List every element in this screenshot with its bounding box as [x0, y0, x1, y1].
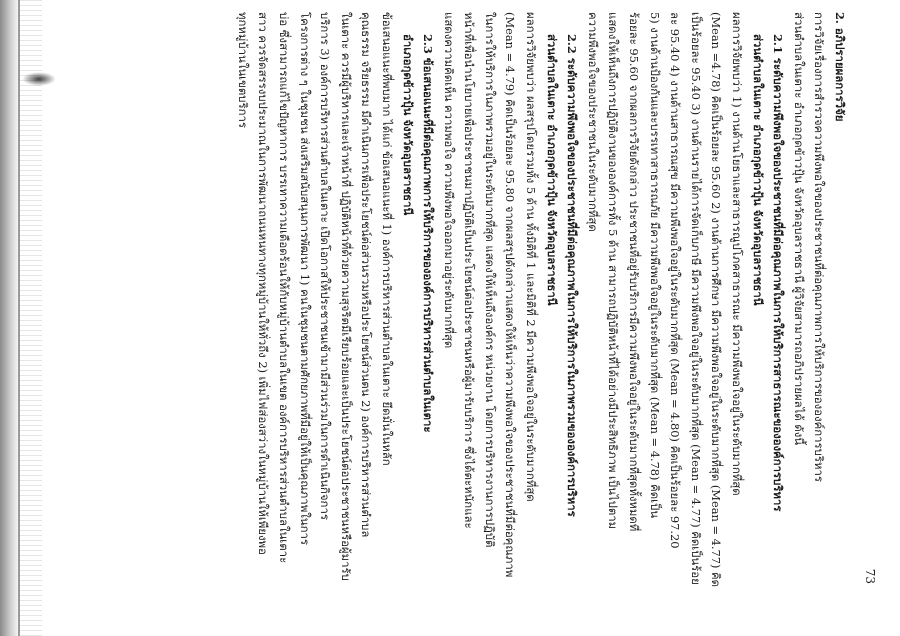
- text-line: หน้าที่เพื่อนำนโยบายเพื่อประชาชนมาปฏิบัติเป็นประโยชน์ต่อประชาชนหรือผู้มารับบริการ ซึ่งได้ตะหนักและ: [462, 12, 477, 529]
- text-line: บ่อ ซึ่งสามารถแก้ไขปัญหาการ บรรเทาความเดือดร้อนให้กับหมู่บ้านตำบลในเขต องค์การบริหารส่วนตำบลในเตาะ: [276, 12, 291, 564]
- subsection-heading: อำเภอกุดข้าวปุ้น จังหวัดอุบลราชธานี: [400, 34, 415, 216]
- text-line: เป็นร้อยละ 95.40 3) งานด้านรายได้การจัดเก็บภาษี มีความพึงพอใจอยู่ในระดับมากที่สุด (Mean = 4.77) คิดเป็นร้อย: [688, 12, 703, 585]
- text-line: 5) งานด้านป้องกันและบรรเทาสาธารณภัย มีความพึงพอใจอยู่ในระดับมากที่สุด (Mean = 4.78) คิดเป็น: [647, 12, 662, 519]
- text-line: โครงการต่าง ๆ ในชุมชน ส่งเสริมสนับสนุนการพัฒนา 1) คนในชุมชนตามศักยภาพที่มีอยู่ให้เป็นคุณภาพในการ: [297, 12, 312, 545]
- subsection-heading: 2.3 ข้อเสนอแนะที่มีต่อคุณภาพการให้บริการขององค์การบริหารส่วนตำบลในเตาะ: [421, 34, 436, 433]
- page-body: [232, 12, 850, 612]
- text-line: (Mean = 4.79) คิดเป็นร้อยละ 95.80 จากผลสรุปดังกล่าวแสดงให้เห็นว่าความพึงพอใจของประชาชนที่มีต่อคุณภาพ: [503, 12, 518, 578]
- subsection-heading: 2.2 ระดับความพึงพอใจของประชาชนที่มีต่อคุณภาพในการให้บริการในภาพรวมขององค์การบริหาร: [565, 34, 580, 517]
- text-line: สาว ควรจัดสรรงบประมาณในการพัฒนาถนนหนทางทุกหมู่บ้านให้ทั่วถึง 2) เพิ่มไฟส่องสว่างในหมู่บ้านให้เพียงพอ: [256, 12, 271, 555]
- scanner-noise: [20, 0, 42, 636]
- text-line: คุณธรรม จริยธรรม มีดำเนินการเพื่อประโยชน์ต่อส่วนรวมหรือประโยชน์ส่วนตน 2) องค์การบริหารส่วนตำบล: [359, 12, 374, 538]
- page-number: 73: [863, 568, 877, 584]
- subsection-heading: ส่วนตำบลในเตาะ อำเภอกุดข้าวปุ้น จังหวัดอุบลราชธานี: [544, 34, 559, 306]
- text-line: ความพึงพอใจของประชาชนในระดับมากที่สุด: [585, 12, 600, 232]
- text-line: ข้อเสนอแนะที่พบมาก ได้แก่ ข้อเสนอแนะที่ 1) องค์การบริหารส่วนตำบลในเตาะ ยึดมั่นในหลัก: [379, 12, 394, 466]
- document-page: [50, 12, 880, 624]
- section-heading: 2. อภิปรายผลการวิจัย: [833, 12, 847, 122]
- text-line: ผลการวิจัยพบว่า ผลสรุปโดยรวมทั้ง 5 ด้าน ทั้งมิติที่ 1 และมิติที่ 2 มีความพึงพอใจอยู่ในระดับมากที่สุด: [524, 12, 539, 502]
- text-line: ผลการวิจัยพบว่า 1) งานด้านโยธาและสาธารณูปโภคสาธารณะ มีความพึงพอใจอยู่ในระดับมากที่สุด: [730, 12, 745, 496]
- text-line: บริการ 3) องค์การบริหารส่วนตำบลในเตาะ เปิดโอกาสให้ประชาชนเข้ามามีส่วนร่วมในการดำเนินกิจการ: [318, 12, 333, 520]
- text-line: ในเตาะ ควรมีผู้บริหารและเจ้าหน้าที่ ปฏิบัติหน้าที่ด้วยความสุจริตมีเรียบร้อยและเป็นประโยชน์ต่อประชาชนหรือผู้มารับ: [338, 12, 353, 581]
- text-line: ร้อยละ 95.60 จากผลการวิจัยดังกล่าว ประชาชนที่อยู่รับบริการมีความพึงพอใจอยู่ในระดับมากที่สุดทั้งหมดที่: [627, 12, 642, 532]
- subsection-heading: ส่วนตำบลในเตาะ อำเภอกุดข้าวปุ้น จังหวัดอุบลราชธานี: [750, 34, 765, 306]
- text-line: การวิจัยเรื่องการสำรวจความพึงพอใจของประชาชนที่ต่อคุณภาพการให้บริการขององค์การบริหาร: [812, 12, 827, 482]
- text-line: ละ 95.40 4) งานด้านสาธารณสุข มีความพึงพอใจอยู่ในระดับมากที่สุด (Mean = 4.80) คิดเป็นร้อยละ 97.20: [668, 12, 683, 549]
- text-line: แสดงให้เห็นถึงการปฏิบัติงานขององค์การทั้ง 5 ด้าน สามารถปฏิบัติหน้าที่ได้อย่างมีประสิทธิภาพ เป็นไปตาม: [606, 12, 621, 530]
- text-line: แสดงความคิดเห็น ความพอใจ ความพึงพอใจออกมาอยู่ระดับมากที่สุด: [441, 12, 456, 349]
- text-line: ส่วนตำบลในเตาะ อำเภอกุดข้าวปุ้น จังหวัดอุบลราชธานี ผู้วิจัยสามารถอภิปรายผลได้ ดังนี้: [791, 12, 806, 446]
- scanner-edge: [0, 0, 18, 636]
- subsection-heading: 2.1 ระดับความพึงพอใจของประชาชนที่มีต่อคุณภาพในการให้บริการสาธารณะขององค์การบริหาร: [771, 34, 786, 512]
- text-line: ทุกหมู่บ้านในเขตบริการ: [235, 12, 250, 129]
- text-line: ในการให้บริการในภาพรวมอยู่ในระดับมากที่สุด แสดงให้เห็นถึงองค์กร หน่วยงาน โดยการบริหารงานการปฏิบัติ: [482, 12, 497, 548]
- text-line: (Mean =4.78) คิดเป็นร้อยละ 95.60 2) งานด้านการศึกษา มีความพึงพอใจอยู่ในระดับมากที่สุด (Mean = 4.77) คิด: [709, 12, 724, 588]
